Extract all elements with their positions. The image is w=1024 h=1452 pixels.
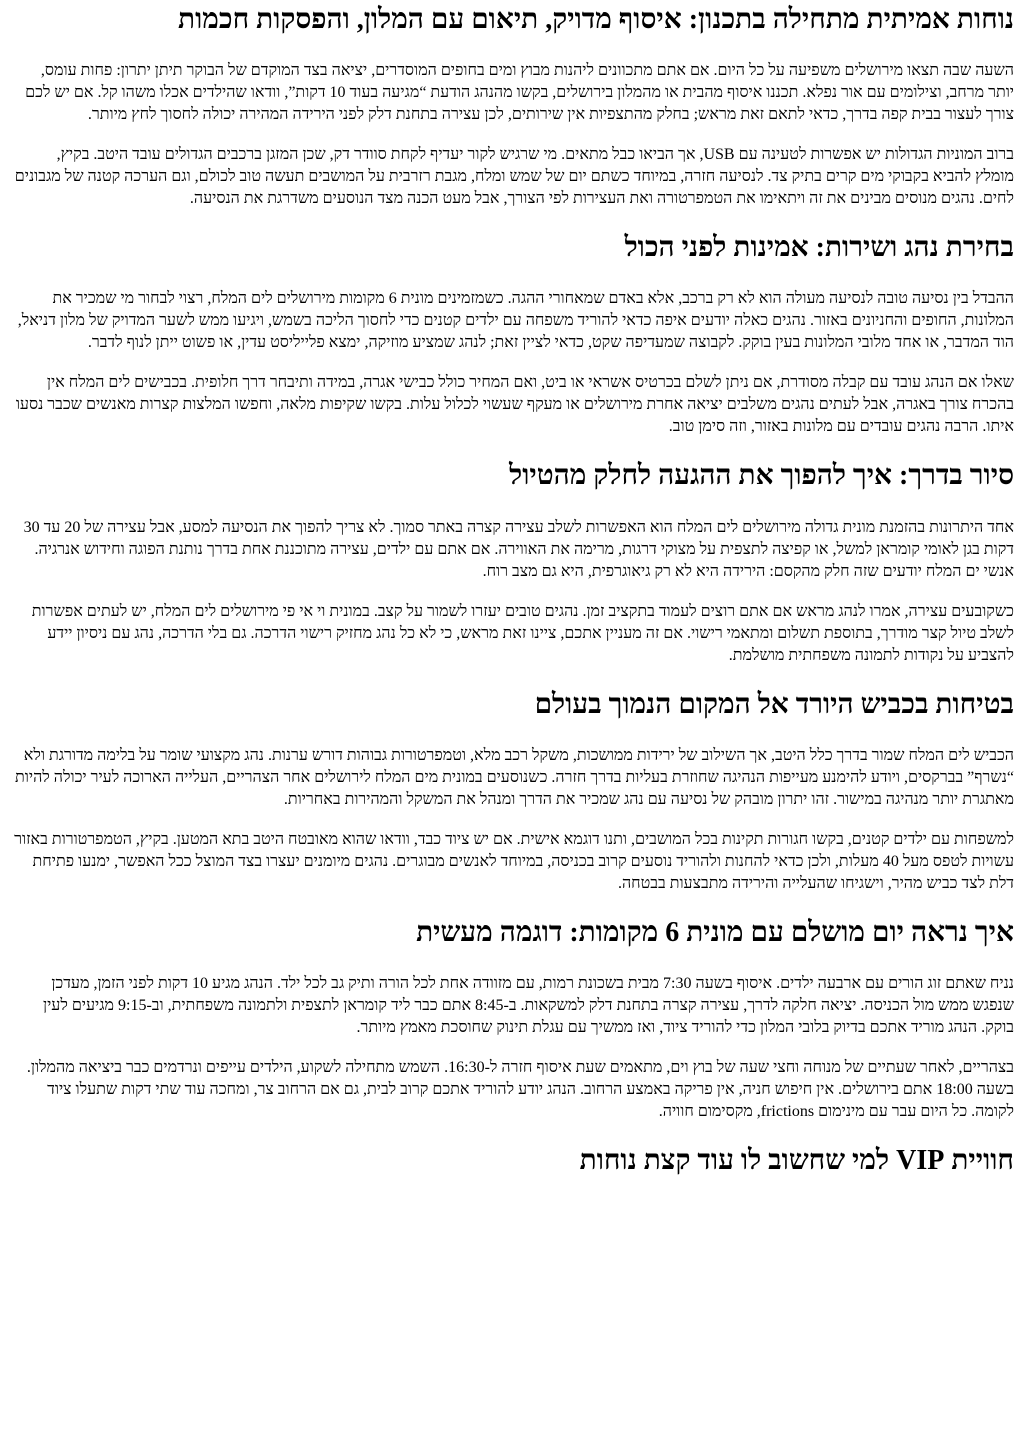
section-heading-vip-experience: חוויית VIP למי שחשוב לו עוד קצת נוחות	[579, 1144, 1014, 1176]
section-heading-driver-choice: בחירת נהג ושירות: אמינות לפני הכול	[624, 232, 1014, 264]
paragraph-return-trip: בצהריים, לאחר שעתיים של מנוחה וחצי שעה של בוץ וים, מתאמים שעת איסוף חזרה ל-16:30. השמש מתחילה לשקוע, הילדים עייפים ונרדמים כבר ביציאה מהמלון. בשעה 18:00 אתם בירושלים. אין חיפוש חניה, אין פריקה באמצע הרחוב. הנהג יודע להוריד אתכם קרוב לבית, גם אם הרחוב צר, ומחכה עוד שתי דקות שתעלו ציוד לקומה. כל היום עבר עם מינימום frictions, מקסימום חוויה.	[26, 1058, 1014, 1120]
section-heading-perfect-day: איך נראה יום מושלם עם מונית 6 מקומות: דוגמה מעשית	[416, 916, 1014, 948]
article	[0, 4, 1024, 1177]
paragraph-family-safety: למשפחות עם ילדים קטנים, בקשו חגורות תקינות בכל המושבים, ותנו דוגמא אישית. אם יש ציוד כבד, וודאו שהוא מאובטח היטב בתא המטען. בקיץ, הטמפרטורות באזור עשויות לטפס מעל 40 מעלות, ולכן כדאי להחנות ולהוריד נוסעים קרוב בכניסה, במיוחד לאנשים מבוגרים. נהגים מיומנים יעצרו בצד המוצל ככל האפשר, ימנעו פתיחת דלת לצד כביש מהיר, וישגיחו שהעלייה והירידה מתבצעות בבטחה.	[14, 830, 1014, 892]
paragraph-payment-transparency: שאלו אם הנהג עובד עם קבלה מסודרת, אם ניתן לשלם בכרטיס אשראי או ביט, ואם המחיר כולל כבישי אגרה, במידה ותיבחר דרך חלופית. בכבישים לים המלח אין בהכרח צורך באגרה, אבל לעתים נהגים משלבים יציאה אחרת מירושלים או מעקף שעשוי לכלול עלות. בקשו שקיפות מלאה, וחפשו המלצות קצרות מאנשים שכבר נסעו איתו. הרבה נהגים עובדים עם מלונות באזור, וזה סימן טוב.	[15, 374, 1014, 436]
paragraph-short-stops: אחד היתרונות בהזמנת מונית גדולה מירושלים לים המלח הוא האפשרות לשלב עצירה קצרה באתר סמוך. לא צריך להפוך את הנסיעה למסע, אבל עצירה של 20 עד 30 דקות בגן לאומי קומראן למשל, או קפיצה לתצפית על מצוקי דרגות, מרימה את האווירה. אם אתם עם ילדים, עצירה מתוכננת אחת בדרך נותנת הפוגה וחידוש אנרגיה. אנשי ים המלח יודעים שזה חלק מהקסם: הירידה היא לא רק גיאוגרפית, היא גם מצב רוח.	[23, 518, 1014, 580]
section-heading-tour-on-the-way: סיור בדרך: איך להפוך את ההגעה לחלק מהטיול	[509, 460, 1014, 492]
paragraph-vehicle-comfort: ברוב המוניות הגדולות יש אפשרות לטעינה עם USB, אך הביאו כבל מתאים. מי שרגיש לקור יעדיף לקחת סוודר דק, שכן המזגן ברכבים הגדולים עובד היטב. בקיץ, מומלץ להביא בקבוקי מים קרים בתיק צד. לנסיעה חזרה, במיוחד כשתם יום של שמש ומלח, מגבת רזרבית על המושבים תעשה טוב לכולם, וגם הערכה קטנה של מגבונים לחים. נהגים מנוסים מבינים את זה ויתאימו את הטמפרטורה ואת העצירות לפי הצורך, אבל מעט הכנה מצד הנוסעים משדרגת את הנסיעה.	[14, 146, 1014, 208]
paragraph-morning-itinerary: נניח שאתם זוג הורים עם ארבעה ילדים. איסוף בשעה 7:30 מבית בשכונת רמות, עם מזוודה אחת לכל הורה ותיק גב לכל ילד. הנהג מגיע 10 דקות לפני הזמן, מעדכן שנפגש ממש מול הכניסה. יציאה חלקה לדרך, עצירה קצרה בתחנת דלק למשקאות. ב-8:45 אתם כבר ליד קומראן לתצפית ולתמונה משפחתית, וב-9:15 מגיעים לעין בוקק. הנהג מוריד אתכם בדיוק בלובי המלון כדי להוריד ציוד, ואז ממשיך עם עגלת תינוק שחוסכת מאמץ מיותר.	[43, 974, 1014, 1036]
paragraph-stop-planning: כשקובעים עצירה, אמרו לנהג מראש אם אתם רוצים לעמוד בתקציב זמן. נהגים טובים יעזרו לשמור על קצב. במונית וי אי פי מירושלים לים המלח, יש לעתים אפשרות לשלב טיול קצר מודרך, בתוספת תשלום ומתאמי רישוי. אם זה מעניין אתכם, ציינו זאת מראש, כי לא כל נהג מחזיק רישוי הדרכה. גם בלי הדרכה, נהג עם ניסיון יידע להצביע על נקודות לתמונה משפחתית מושלמת.	[31, 602, 1014, 664]
section-heading-planning: נוחות אמיתית מתחילה בתכנון: איסוף מדויק, תיאום עם המלון, והפסקות חכמות	[178, 4, 1014, 35]
section-heading-road-safety: בטיחות בכביש היורד אל המקום הנמוך בעולם	[534, 688, 1014, 720]
paragraph-departure-timing: השעה שבה תצאו מירושלים משפיעה על כל היום. אם אתם מתכוונים ליהנות מבוץ ומים בחופים המוסדרים, יציאה בצד המוקדם של הבוקר תיתן יתרון: פחות עומס, יותר מרחב, וצילומים עם אור נפלא. תכננו איסוף מהבית או מהמלון בירושלים, בקשו מהנהג הודעת “מגיעה בעוד 10 דקות”, וודאו שהילדים אכלו משהו קל. אם יש לכם צורך לעצור בבית קפה בדרך, כדאי לתאם זאת מראש; בחלק מהתצפיות אין שירותים, לכן עצירה בתחנת דלק לפני הירידה המהירה יכולה לחסוך לחץ מיותר.	[25, 62, 1014, 124]
paragraph-descent-braking: הכביש לים המלח שמור בדרך כלל היטב, אך השילוב של ירידות ממושכות, משקל רכב מלא, וטמפרטורות גבוהות דורש ערנות. נהג מקצועי שומר על בלימה מדורגת ולא “נשרף” בברקסים, ויודע להימנע מעייפות הנהיגה שחוזרת בעליות בדרך חזרה. כשנוסעים במונית מים המלח לירושלים אחר הצהריים, העלייה הארוכה לעיר יכולה להיות מאתגרת יותר מנהיגה במישור. זהו יתרון מובהק של נסיעה עם נהג שמכיר את הדרך ומנהל את המשקל והמהירות באחריות.	[15, 746, 1014, 808]
paragraph-driver-experience: ההבדל בין נסיעה טובה לנסיעה מעולה הוא לא רק ברכב, אלא באדם שמאחורי ההגה. כשמזמינים מונית 6 מקומות מירושלים לים המלח, רצוי לבחור מי שמכיר את המלונות, החופים והחניונים באזור. נהגים כאלה יודעים איפה כדאי להוריד משפחה עם ילדים קטנים כדי לחסוך הליכה בשמש, ויגיעו ממש לשער המדויק של מלון דניאל, הוד המדבר, או אחד מלובי המלונות בעין בוקק. לקבוצה שמעדיפה שקט, כדאי לציין זאת; לנהג שמציע מוזיקה, ימצא פלייליסט עדין, או פשוט ייתן לנוף לדבר.	[17, 290, 1014, 352]
